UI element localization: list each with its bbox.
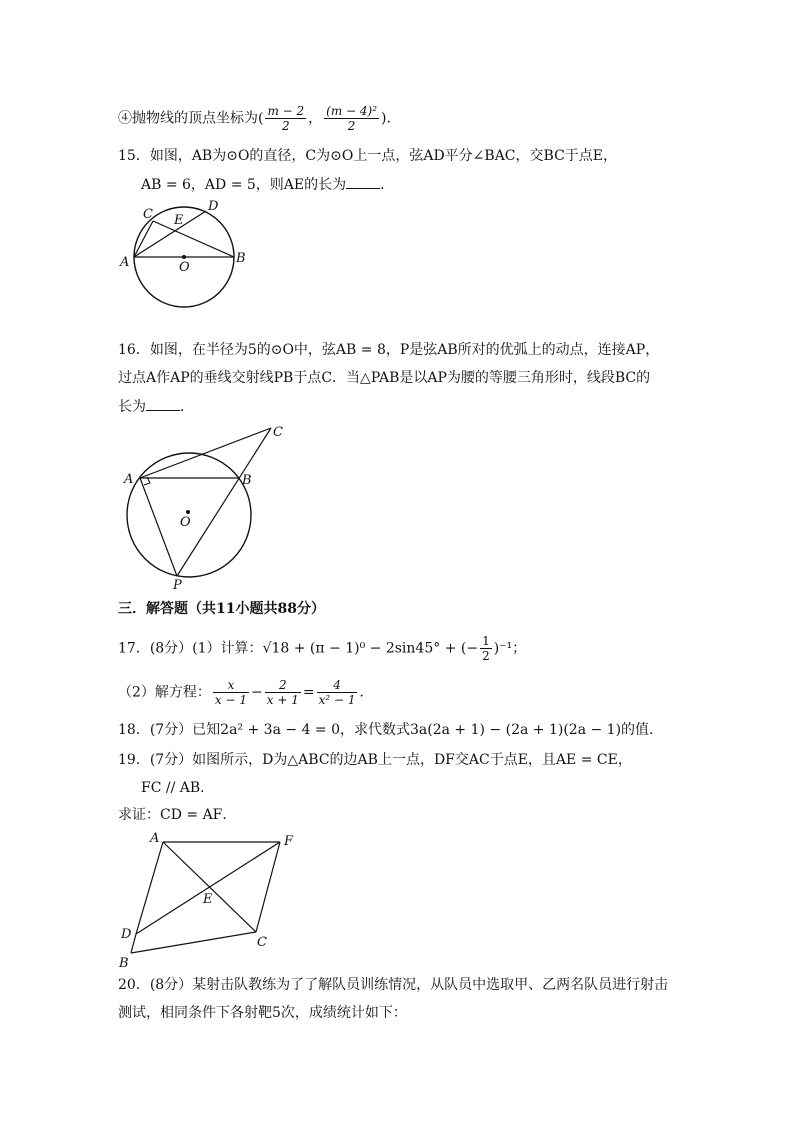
- q19-line2: FC // AB．: [141, 780, 215, 796]
- q17-f2-den: x + 1: [266, 693, 299, 707]
- q17-equals: =: [302, 684, 315, 701]
- q14-frac2-den: 2: [347, 119, 356, 133]
- q19-label-b: B: [119, 956, 129, 971]
- q19-segment-db: [131, 934, 136, 953]
- q16-label-b: B: [242, 473, 252, 488]
- q16-label-p: P: [173, 578, 182, 593]
- q17-frac-half-num: 1: [482, 634, 490, 648]
- q19-label-f: F: [284, 834, 294, 849]
- q15-label-e: E: [174, 213, 184, 228]
- q19-segment-df: [136, 842, 280, 934]
- q14-end: )．: [381, 110, 401, 127]
- q17-f1-den: x − 1: [214, 693, 248, 707]
- q17-frac-half-den: 2: [482, 649, 490, 663]
- q17-f1-num: x: [213, 678, 249, 693]
- q17-f2-num: 2: [265, 678, 301, 693]
- q15-label-o: O: [179, 260, 190, 275]
- q17-part2-prefix: （2）解方程：: [118, 684, 211, 701]
- q19-label-d: D: [121, 927, 132, 942]
- q19-line1: 19．(7分）如图所示，D为△ABC的边AB上一点，DF交AC于点E，且AE = CE，: [118, 752, 632, 768]
- q14-frac1-den: 2: [282, 119, 290, 133]
- q18-text: 18．(7分）已知2a² + 3a − 4 = 0，求代数式3a(2a + 1) − (2a + 1)(2a − 1)的值．: [118, 722, 664, 738]
- q14-frac2-num: (m − 4)²: [326, 104, 378, 118]
- q17-f3-num: 4: [317, 678, 358, 693]
- q16-line3-text: 长为: [118, 399, 146, 415]
- q15-label-c: C: [143, 207, 153, 222]
- q17-minus: −: [251, 684, 263, 701]
- q17-part2-end: ．: [359, 684, 374, 701]
- section3-title: 三．解答题（共11小题共88分）: [118, 601, 325, 617]
- q19-segment-ad: [136, 842, 163, 934]
- q19-segment-bc: [131, 932, 256, 953]
- q16-line3-end: ．: [180, 399, 194, 415]
- q17-expr-a: √18 + (π − 1)⁰ − 2sin45° + (−: [262, 640, 479, 657]
- q16-label-o: O: [180, 515, 191, 530]
- q20-line1: 20．(8分）某射击队教练为了了解队员训练情况，从队员中选取甲、乙两名队员进行射击: [118, 977, 669, 993]
- q17-expr-b: )⁻¹；: [493, 640, 527, 657]
- q17-part1-prefix: 17．(8分）(1）计算：: [118, 640, 263, 657]
- q16-label-a: A: [124, 472, 134, 487]
- q15-line2-end: ．: [380, 177, 395, 193]
- q16-label-c: C: [273, 425, 283, 440]
- q19-label-c: C: [257, 935, 267, 950]
- q16-line1: 16．如图，在半径为5的⊙O中，弦AB = 8，P是弦AB所对的优弧上的动点，连接AP，: [118, 342, 660, 358]
- q15-label-a: A: [120, 255, 130, 270]
- q14-sep: ，: [308, 110, 323, 127]
- q17-f3-den: x² − 1: [318, 693, 356, 707]
- q16-line2: 过点A作AP的垂线交射线PB于点C．当△PAB是以AP为腰的等腰三角形时，线段BC的: [118, 370, 651, 386]
- q14-frac1-num: m − 2: [267, 104, 305, 118]
- q19-label-e: E: [203, 892, 213, 907]
- q15-line2-text: AB = 6，AD = 5，则AE的长为: [141, 177, 347, 193]
- q19-line3: 求证：CD = AF．: [118, 807, 237, 823]
- q14-item4-text: ④抛物线的顶点坐标为(: [118, 110, 264, 127]
- q15-line1: 15．如图，AB为⊙O的直径，C为⊙O上一点，弦AD平分∠BAC，交BC于点E，: [118, 148, 617, 164]
- q19-label-a: A: [150, 831, 160, 846]
- q20-line2: 测试，相同条件下各射靶5次，成绩统计如下：: [118, 1005, 407, 1021]
- q15-label-d: D: [208, 199, 219, 214]
- q15-label-b: B: [236, 251, 246, 266]
